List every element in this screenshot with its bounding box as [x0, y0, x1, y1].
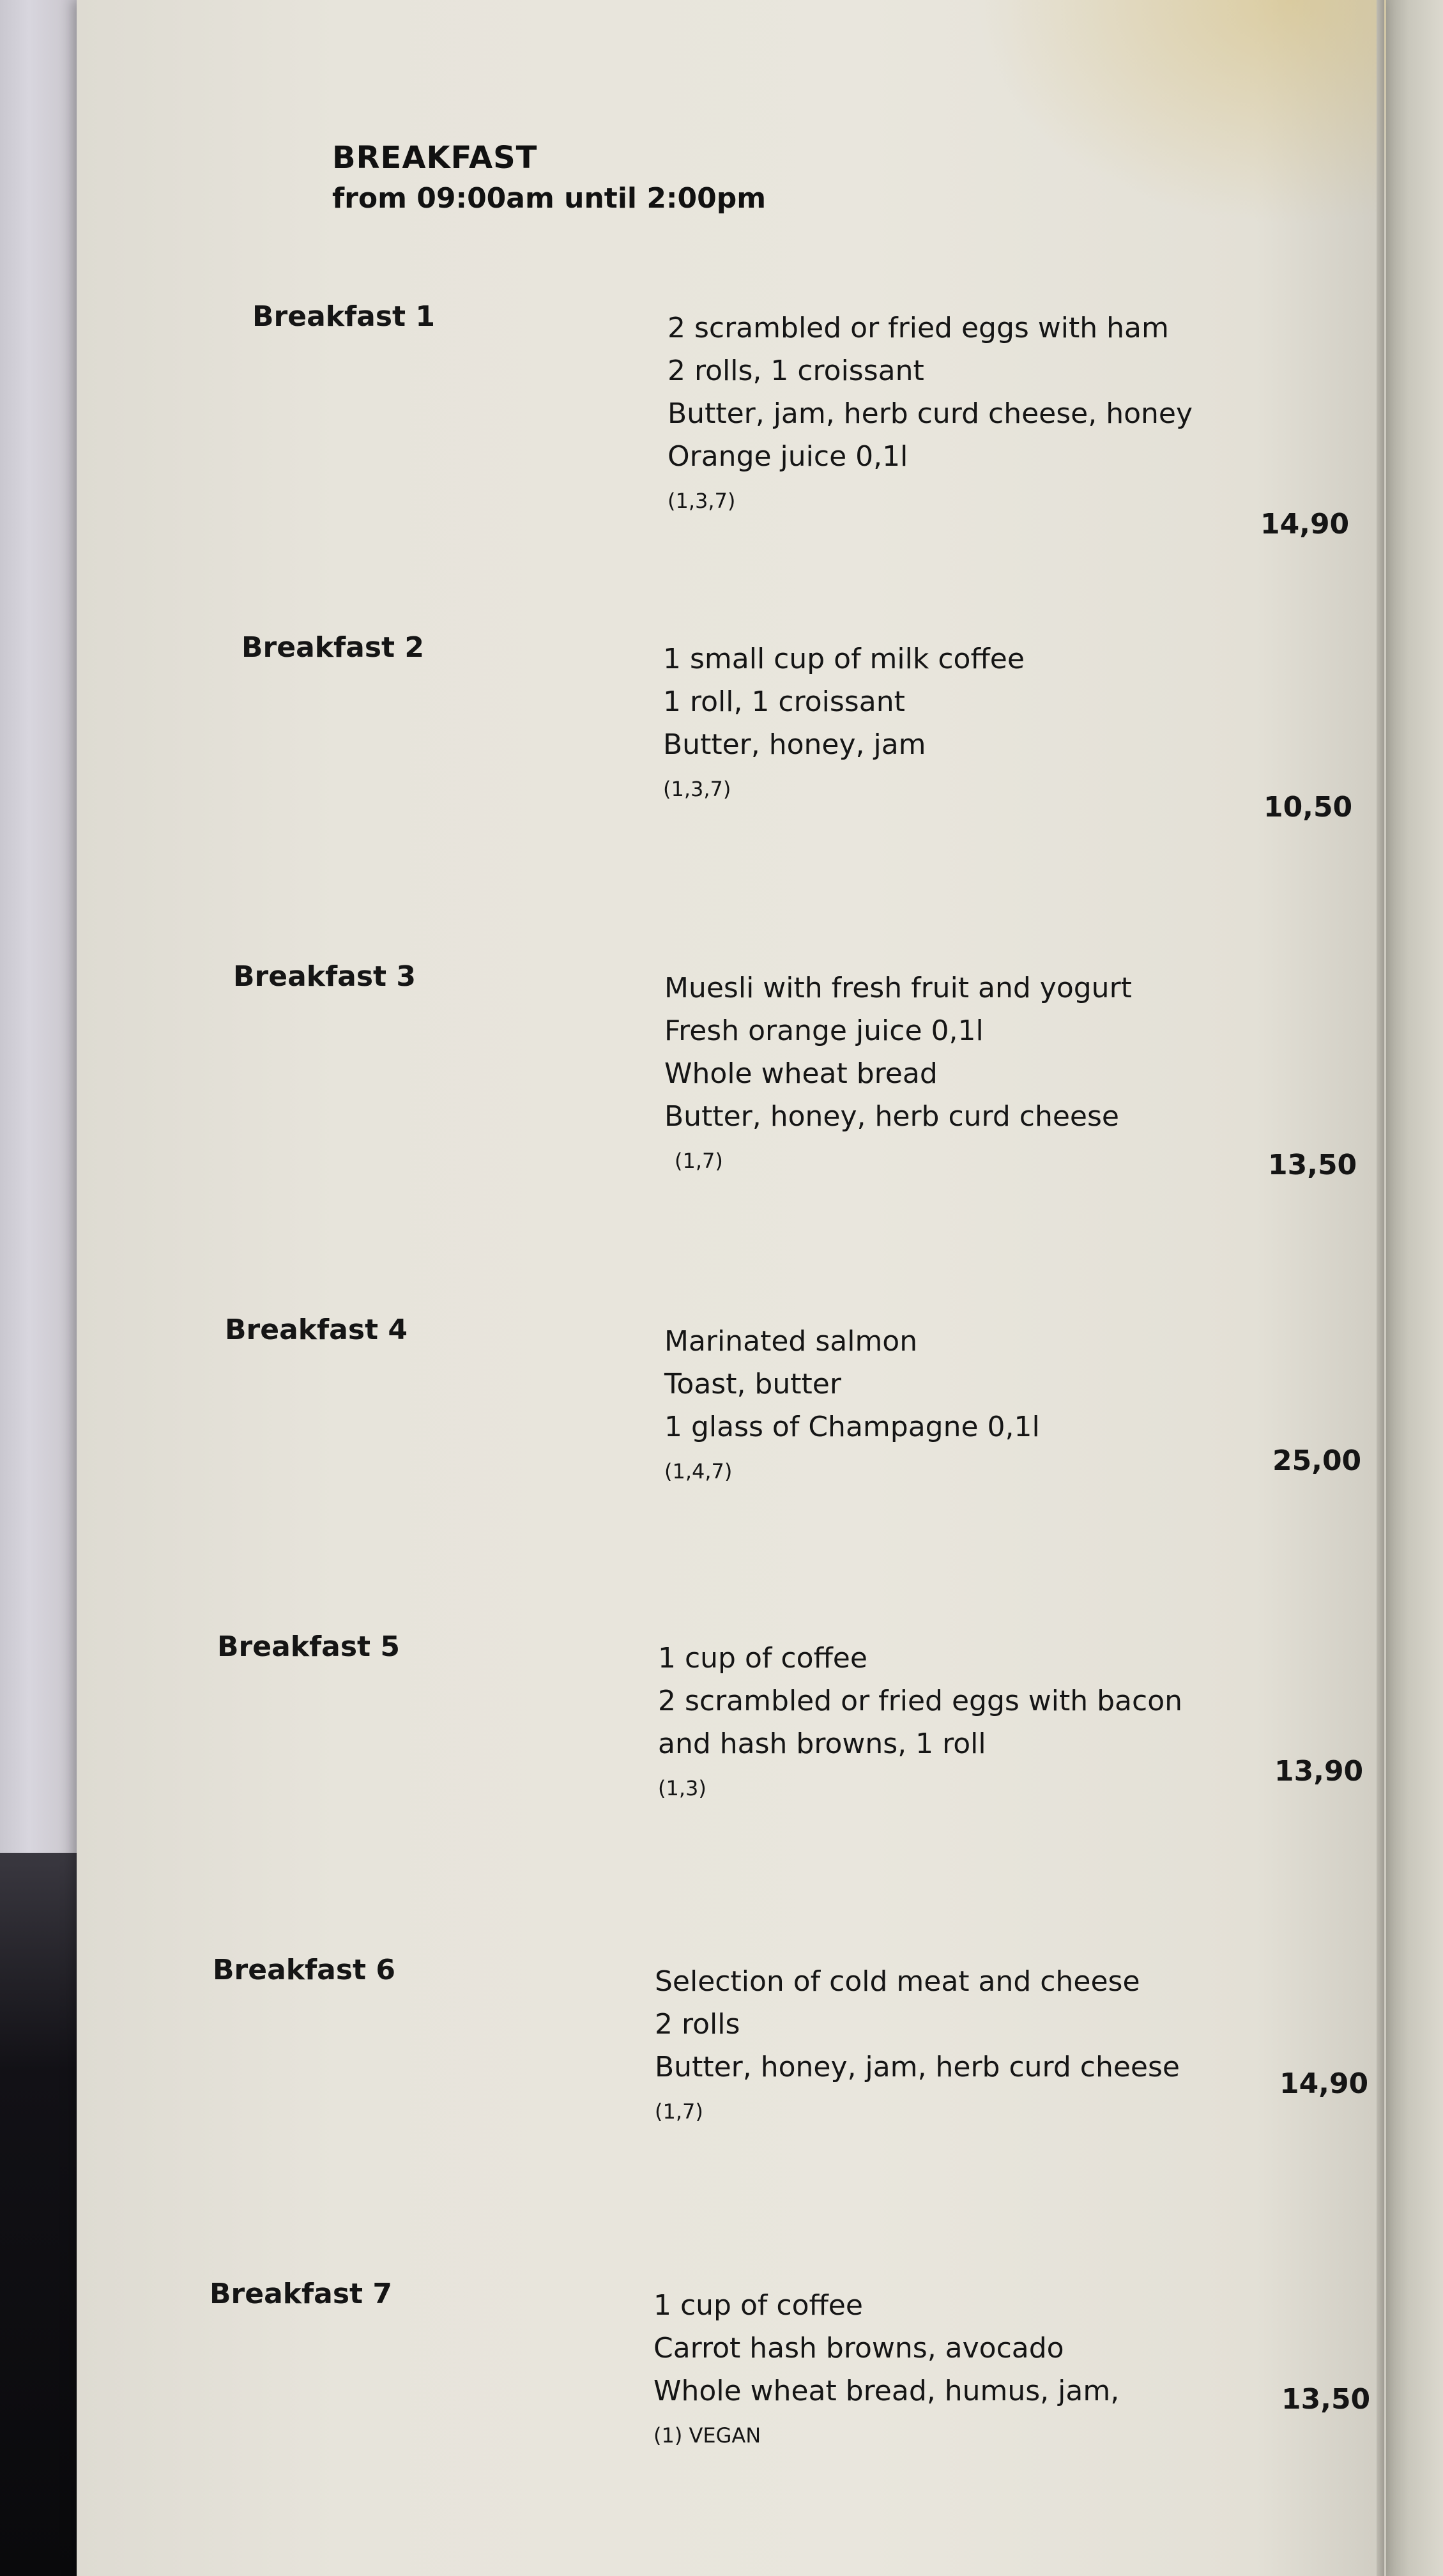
item-price: 13,90	[1274, 1755, 1364, 1788]
item-name: Breakfast 6	[213, 1954, 396, 1986]
item-line: 1 small cup of milk coffee	[663, 643, 1025, 675]
item-line: 2 scrambled or fried eggs with ham	[668, 312, 1169, 344]
background-shadow	[0, 1853, 83, 2576]
item-description	[658, 1637, 1182, 1807]
item-description	[664, 1320, 1040, 1491]
background-right	[1386, 0, 1443, 2576]
item-line: Fresh orange juice 0,1l	[664, 1015, 984, 1047]
menu-title: BREAKFAST	[332, 140, 538, 176]
item-line: 2 rolls, 1 croissant	[668, 355, 924, 387]
item-allergens: (1,7)	[655, 2099, 703, 2124]
item-name: Breakfast 4	[225, 1314, 408, 1346]
item-price: 25,00	[1272, 1445, 1362, 1477]
item-name: Breakfast 5	[217, 1630, 401, 1663]
item-price: 10,50	[1264, 791, 1353, 824]
item-line: and hash browns, 1 roll	[658, 1728, 986, 1760]
menu-header	[332, 137, 766, 219]
item-line: Selection of cold meat and cheese	[655, 1965, 1140, 1998]
item-description	[668, 307, 1193, 520]
item-line: Orange juice 0,1l	[668, 440, 908, 473]
item-line: Marinated salmon	[664, 1325, 918, 1358]
item-allergens: (1,4,7)	[664, 1459, 733, 1483]
page-edge	[1377, 0, 1384, 2576]
item-line: Toast, butter	[664, 1368, 841, 1400]
item-line: Butter, honey, jam	[663, 728, 926, 761]
menu-page	[77, 0, 1386, 2576]
item-allergens: (1,3,7)	[668, 489, 736, 513]
item-name: Breakfast 7	[210, 2278, 393, 2310]
item-line: Muesli with fresh fruit and yogurt	[664, 972, 1132, 1004]
item-description	[653, 2284, 1119, 2455]
item-allergens: (1,3,7)	[663, 777, 731, 801]
item-description	[663, 638, 1025, 808]
item-line: 1 glass of Champagne 0,1l	[664, 1411, 1040, 1443]
item-description	[664, 967, 1132, 1180]
item-line: Carrot hash browns, avocado	[653, 2332, 1064, 2365]
item-description	[655, 1960, 1180, 2131]
item-line: Butter, honey, jam, herb curd cheese	[655, 2051, 1180, 2083]
item-line: 1 cup of coffee	[653, 2289, 863, 2322]
item-price: 13,50	[1268, 1149, 1357, 1181]
item-line: 2 scrambled or fried eggs with bacon	[658, 1685, 1183, 1717]
item-line: 2 rolls	[655, 2008, 740, 2041]
item-name: Breakfast 3	[233, 960, 416, 993]
item-name: Breakfast 2	[241, 631, 425, 664]
item-price: 14,90	[1260, 508, 1350, 540]
item-name: Breakfast 1	[252, 300, 436, 333]
item-price: 14,90	[1279, 2067, 1369, 2100]
menu-hours: from 09:00am until 2:00pm	[332, 182, 767, 215]
item-line: Whole wheat bread	[664, 1057, 938, 1090]
item-line: 1 roll, 1 croissant	[663, 686, 905, 718]
item-line: Butter, jam, herb curd cheese, honey	[668, 397, 1193, 430]
item-line: Whole wheat bread, humus, jam,	[653, 2375, 1120, 2407]
item-allergens: (1,3)	[658, 1776, 706, 1800]
item-allergens: (1) VEGAN	[653, 2423, 761, 2448]
item-line: 1 cup of coffee	[658, 1642, 867, 1675]
item-line: Butter, honey, herb curd cheese	[664, 1100, 1119, 1133]
item-price: 13,50	[1281, 2383, 1371, 2416]
item-allergens: (1,7)	[675, 1149, 723, 1173]
